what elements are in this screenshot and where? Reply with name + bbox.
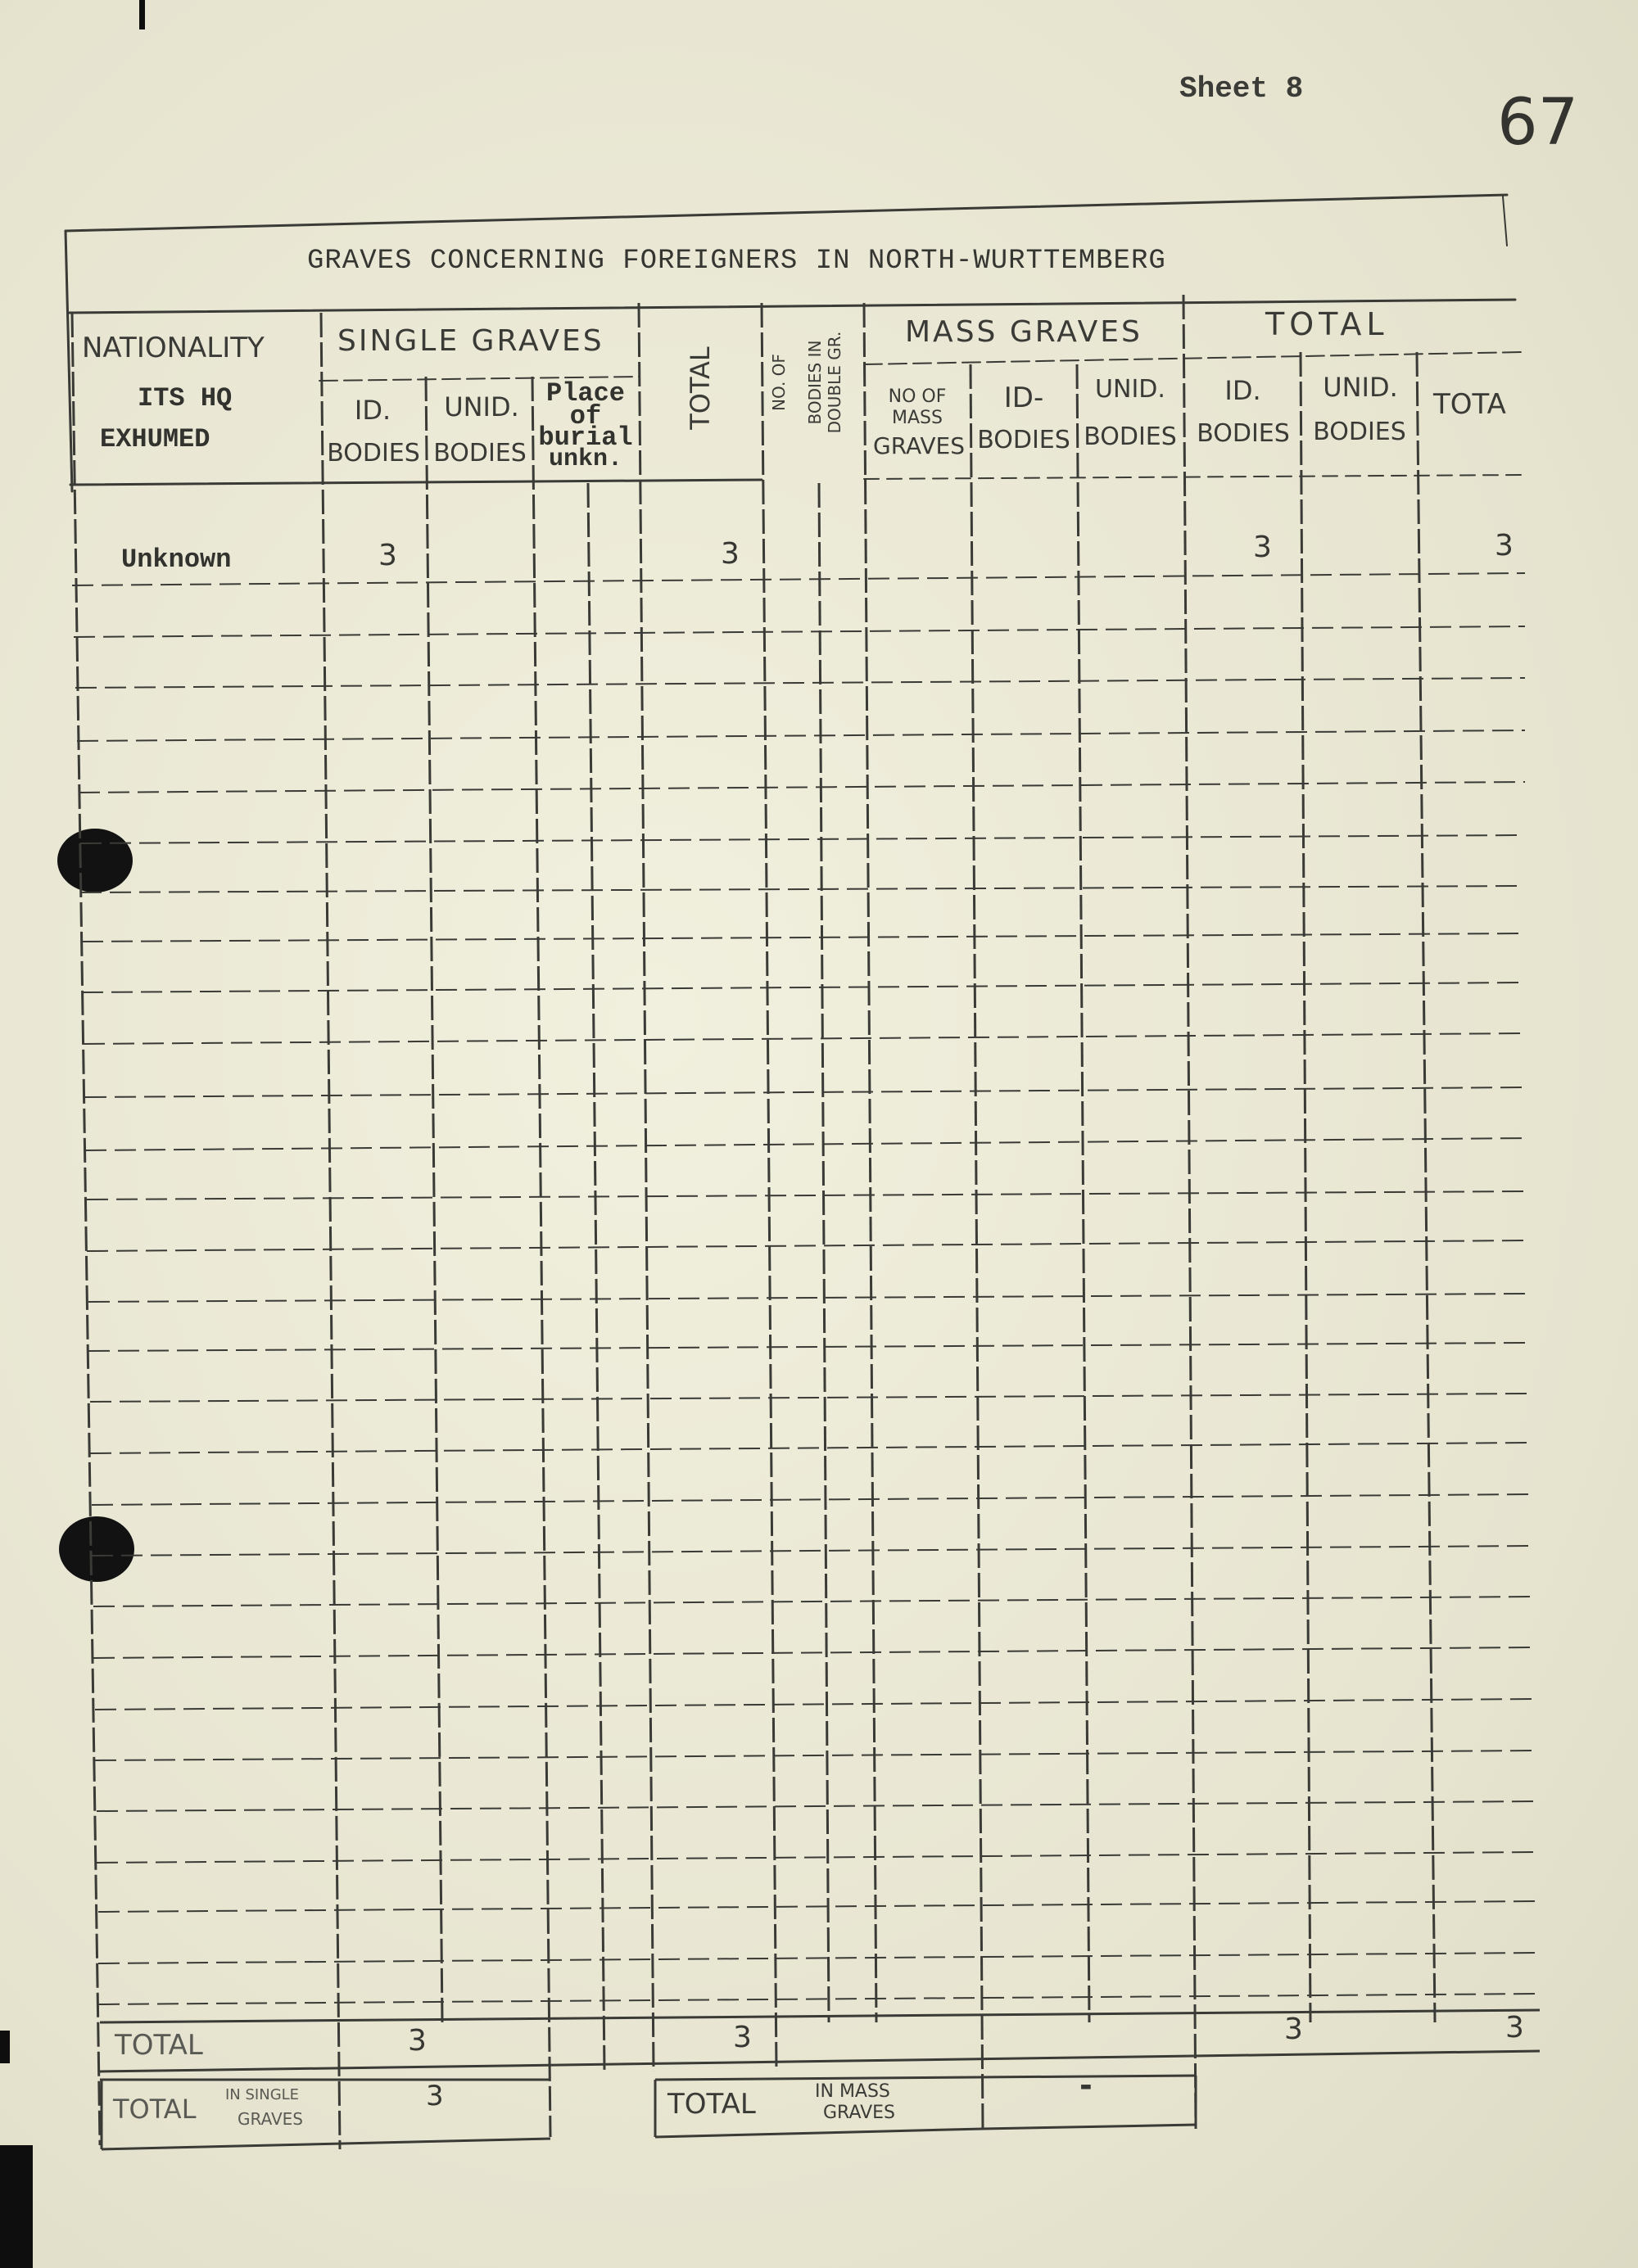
header-no-of-bodies-line3: DOUBLE GR. [825,331,844,434]
footer-in-mass-line1: IN MASS [815,2081,890,2102]
header-mass-unid-bodies: BODIES [1084,422,1177,451]
header-no-of-bodies-line2: BODIES IN [805,340,825,425]
header-mass-graves: MASS GRAVES [905,315,1143,349]
header-place-line2: of [569,401,602,431]
header-total-group: TOTAL [1265,306,1389,342]
header-place-line4: unkn. [548,445,622,473]
totals-total-total: 3 [1505,2011,1524,2044]
header-total-id: ID. [1224,375,1261,406]
form-title: GRAVES CONCERNING FOREIGNERS IN NORTH-WURTTEMBERG [307,246,1166,277]
footer-in-single-line2: GRAVES [238,2109,303,2129]
header-mass-id: ID- [1003,382,1044,414]
header-no-of-mass-line2: MASS [892,408,943,428]
header-mass-unid: UNID. [1095,375,1165,404]
header-place-line3: burial [538,422,633,453]
footer-total-mass-value: - [1079,2067,1093,2103]
row-nationality: Unknown [121,544,232,575]
totals-label: TOTAL [115,2029,203,2062]
footer-total-single-value: 3 [426,2080,444,2112]
header-no-of-bodies-line1: NO. OF [769,354,789,411]
header-single-id-bodies: BODIES [327,439,420,468]
header-exhumed: EXHUMED [100,424,210,454]
header-total-unid: UNID. [1323,372,1398,403]
footer-in-single-line1: IN SINGLE [225,2086,300,2103]
row-total-id-bodies: 3 [1253,531,1272,564]
header-single-unid: UNID. [444,391,519,422]
row-total-total: 3 [1495,529,1514,562]
header-no-of-mass-line3: GRAVES [873,432,965,459]
totals-total-id-bodies: 3 [1284,2013,1303,2046]
header-place-line1: Place [545,378,625,409]
row-single-total: 3 [721,537,740,571]
header-single-unid-bodies: BODIES [433,439,527,468]
header-mass-id-bodies: BODIES [977,426,1070,454]
footer-in-mass-line2: GRAVES [823,2103,895,2123]
header-no-of-mass-line1: NO OF [888,386,947,407]
header-single-graves: SINGLE GRAVES [337,324,604,358]
totals-single-id-bodies: 3 [408,2024,427,2058]
row-single-id-bodies: 3 [378,539,397,572]
header-tota: TOTA [1433,388,1506,421]
header-nationality: NATIONALITY [82,332,265,364]
header-total-vertical: TOTAL [685,346,716,430]
header-its-hq: ITS HQ [138,383,233,413]
footer-total-mass-label: TOTAL [667,2088,756,2121]
header-total-id-bodies: BODIES [1197,419,1290,448]
footer-total-single-label: TOTAL [113,2094,197,2125]
totals-single-total: 3 [733,2021,752,2054]
page-number: 67 [1497,86,1579,160]
sheet-label: Sheet 8 [1179,72,1304,106]
header-single-id: ID. [354,395,391,426]
header-total-unid-bodies: BODIES [1313,418,1406,446]
